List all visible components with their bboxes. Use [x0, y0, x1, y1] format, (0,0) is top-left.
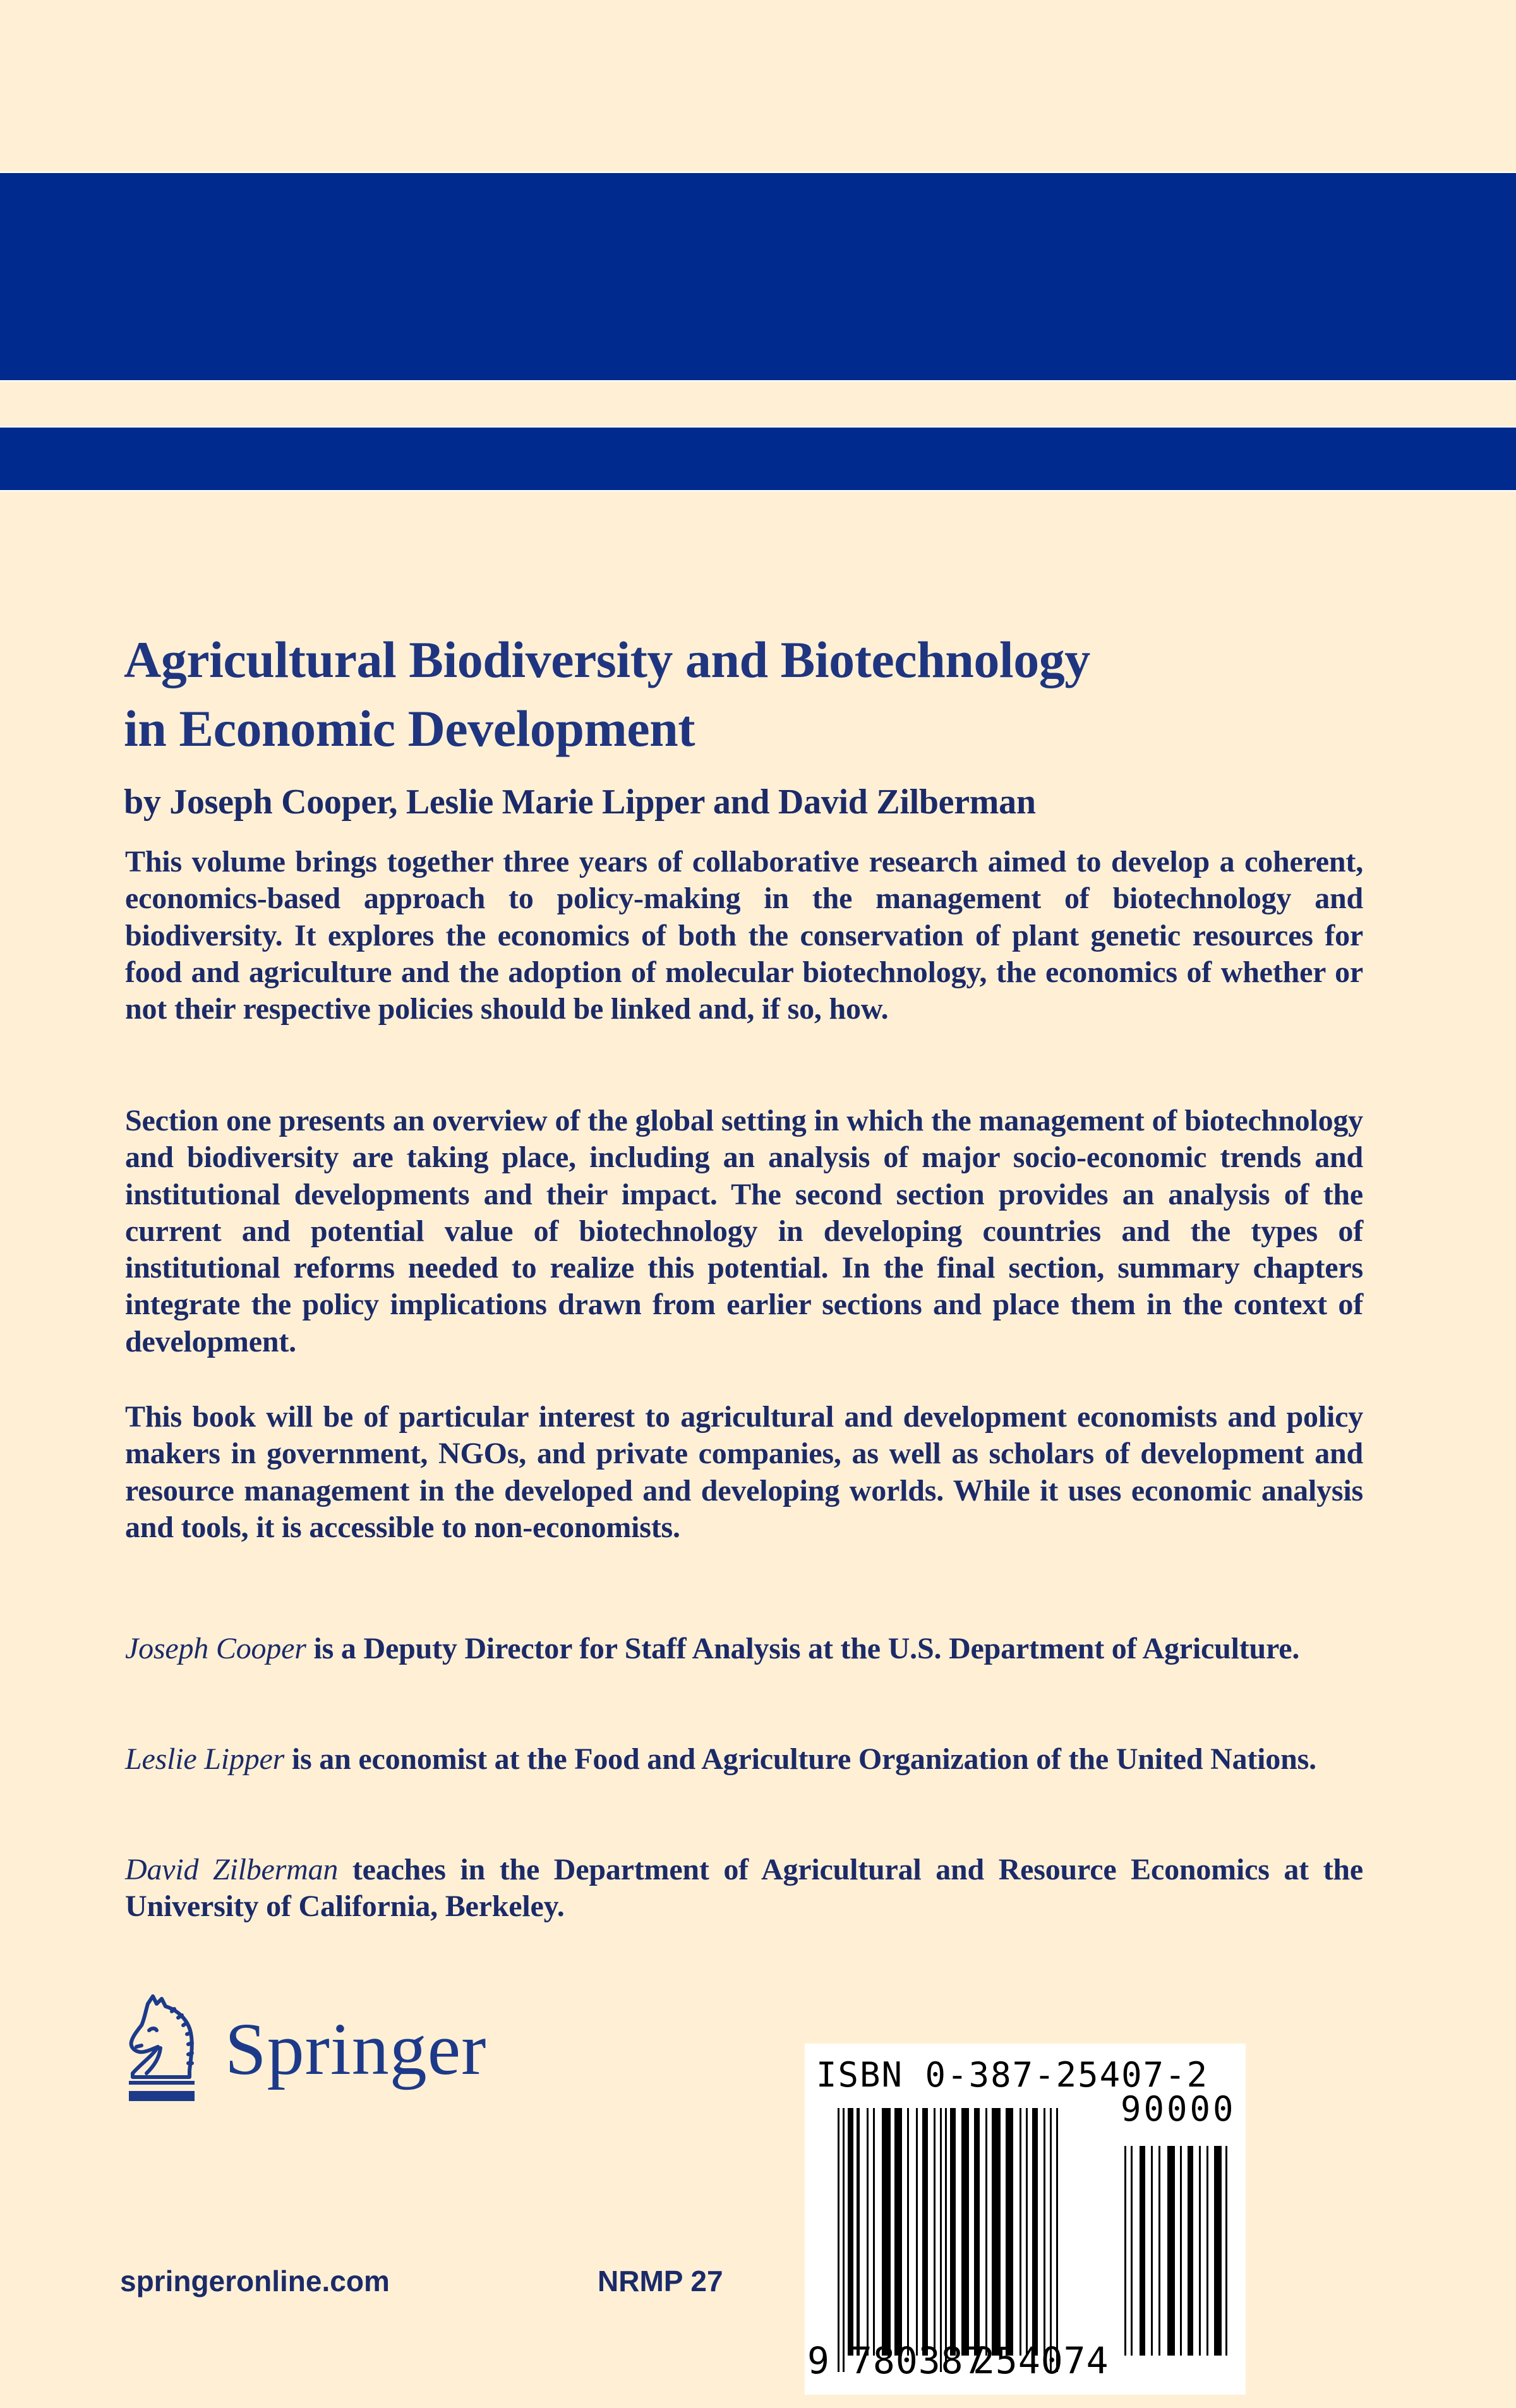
barcode-bar — [974, 2108, 980, 2356]
author-bio-lipper — [125, 1741, 1363, 1778]
addon-bar — [1140, 2146, 1145, 2356]
author-bio-text: teaches in the Department of Agricultural and Resource Economics at the University of California, Berkeley. — [125, 1853, 1363, 1924]
barcode-bar — [922, 2108, 928, 2356]
description-paragraph-2: Section one presents an overview of the global setting in which the management of biotechnology and biodiversity are taking place, including an analysis of major socio-economic trends and institutional developments and their impact. The second section provides an analysis of the current and potential value of biotechnology in developing countries and the types of institutional reforms needed to realize this potential. In the final section, summary chapters integrate the policy implications drawn from earlier sections and place them in the context of development. — [125, 1104, 1363, 1358]
price-addon-code: 90000 — [1121, 2089, 1236, 2129]
lower-blue-band — [0, 428, 1516, 490]
barcode-bar — [873, 2108, 875, 2356]
springer-logo — [120, 1992, 486, 2106]
author-name: Joseph Cooper — [125, 1632, 306, 1665]
addon-bar — [1158, 2146, 1160, 2356]
publisher-website-link[interactable]: springeronline.com — [120, 2265, 390, 2297]
title-line-1: Agricultural Biodiversity and Biotechnology — [124, 631, 1090, 688]
series-code: NRMP 27 — [598, 2265, 723, 2297]
barcode-bar — [985, 2108, 987, 2356]
addon-bar — [1225, 2146, 1227, 2356]
barcode-bar — [843, 2108, 845, 2372]
ean-right-digits: 254074 — [973, 2339, 1109, 2382]
description-paragraph-1: This volume brings together three years of collaborative research aimed to develop a coherent, economics-based approach to policy-making in the management of biotechnology and biodiversity. It explores the economics of both the conservation of plant genetic resources for food and agriculture and the adoption of molecular biotechnology, the economics of whether or not their respective policies should be linked and, if so, how. — [125, 845, 1363, 1026]
author-byline: by Joseph Cooper, Leslie Marie Lipper and David Zilberman — [124, 782, 1036, 822]
barcode-bar — [1006, 2108, 1013, 2356]
author-bio-text: is an economist at the Food and Agriculture Organization of the United Nations. — [284, 1742, 1316, 1776]
author-name: David Zilberman — [125, 1853, 339, 1886]
addon-bar — [1206, 2146, 1208, 2356]
addon-bar — [1124, 2146, 1126, 2356]
barcode-bar — [907, 2108, 909, 2356]
ean-first-digit: 9 — [807, 2339, 829, 2382]
isbn-barcode — [805, 2044, 1246, 2395]
barcode-bar — [934, 2108, 935, 2356]
barcode-bar — [1050, 2108, 1052, 2372]
barcode-bar — [867, 2108, 869, 2356]
addon-bar — [1151, 2146, 1153, 2356]
barcode-bar — [1020, 2108, 1021, 2356]
barcode-bar — [950, 2108, 956, 2356]
author-name: Leslie Lipper — [125, 1742, 285, 1776]
barcode-bar — [992, 2108, 1001, 2356]
barcode-bar — [838, 2108, 839, 2372]
addon-bar — [1199, 2146, 1201, 2356]
barcode-bar — [882, 2108, 891, 2356]
barcode-bar — [857, 2108, 860, 2356]
barcode-bar — [1032, 2108, 1038, 2356]
barcode-bar — [894, 2108, 902, 2356]
barcode-bar — [940, 2108, 942, 2372]
addon-bar — [1131, 2146, 1133, 2356]
ean-left-digits: 780387 — [850, 2339, 987, 2382]
barcode-bar — [945, 2108, 947, 2372]
addon-bar — [1167, 2146, 1175, 2356]
author-bio-text: is a Deputy Director for Staff Analysis at the U.S. Department of Agriculture. — [306, 1632, 1300, 1665]
title-line-2: in Economic Development — [124, 700, 695, 757]
book-title — [124, 625, 1362, 763]
barcode-bar — [916, 2108, 918, 2356]
barcode-bar — [961, 2108, 969, 2356]
addon-bar — [1180, 2146, 1182, 2356]
addon-bar — [1188, 2146, 1193, 2356]
barcode-bar — [1026, 2108, 1028, 2356]
addon-bar — [1214, 2146, 1222, 2356]
publisher-name: Springer — [225, 2008, 487, 2090]
barcode-bar — [848, 2108, 853, 2356]
author-bio-cooper — [125, 1631, 1363, 1667]
knight-chess-horse-icon — [120, 1992, 208, 2106]
author-bio-zilberman — [125, 1852, 1363, 1926]
top-blue-band — [0, 173, 1516, 380]
barcode-bar — [1044, 2108, 1045, 2356]
barcode-bar — [1056, 2108, 1058, 2372]
description-paragraph-3: This book will be of particular interest to agricultural and development economists and policy makers in government, NGOs, and private companies, as well as scholars of development and resource management in the developed and developing worlds. While it uses economic analysis and tools, it is accessible to non-economists. — [125, 1400, 1363, 1544]
isbn-label: ISBN 0-387-25407-2 — [816, 2055, 1209, 2095]
